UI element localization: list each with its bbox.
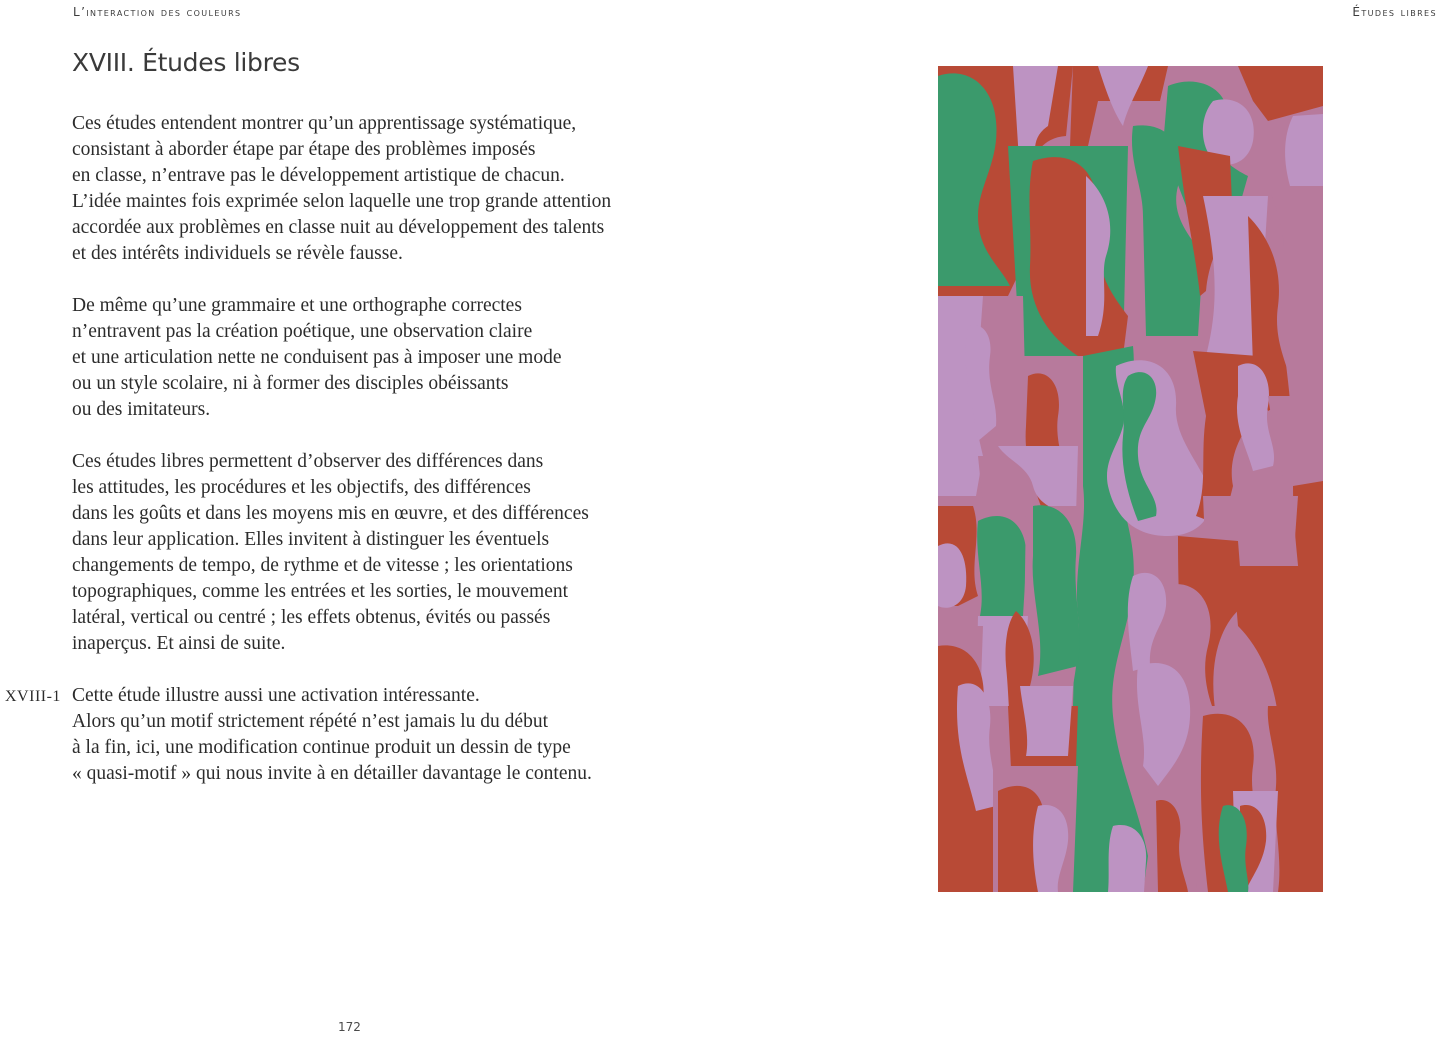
paragraph-1 (72, 111, 692, 267)
text-line: changements de tempo, de rythme et de vitesse ; les orientations (72, 555, 573, 576)
paragraph-3 (72, 449, 692, 657)
text-line: inaperçus. Et ainsi de suite. (72, 633, 286, 654)
text-line: les attitudes, les procédures et les objectifs, des différences (72, 477, 531, 498)
text-line: en classe, n’entrave pas le développement artistique de chacun. (72, 165, 565, 186)
text-line: ou des imitateurs. (72, 399, 211, 420)
paragraph-4 (5, 683, 692, 787)
text-line: « quasi-motif » qui nous invite à en détailler davantage le contenu. (72, 763, 592, 784)
text-line: dans leur application. Elles invitent à distinguer les éventuels (72, 529, 550, 550)
text-line: à la fin, ici, une modification continue produit un dessin de type (72, 737, 571, 758)
running-header-left: L’interaction des couleurs (73, 5, 242, 19)
text-line: Ces études entendent montrer qu’un apprentissage systématique, (72, 113, 577, 134)
text-line: ou un style scolaire, ni à former des disciples obéissants (72, 373, 509, 394)
text-line: Alors qu’un motif strictement répété n’est jamais lu du début (72, 711, 549, 732)
text-line: et une articulation nette ne conduisent pas à imposer une mode (72, 347, 562, 368)
paragraph-2 (72, 293, 692, 423)
artwork-shape (1020, 686, 1073, 756)
text-line: dans les goûts et dans les moyens mis en œuvre, et des différences (72, 503, 589, 524)
text-line: Cette étude illustre aussi une activation intéressante. (72, 685, 480, 706)
text-line: consistant à aborder étape par étape des problèmes imposés (72, 139, 536, 160)
text-line: n’entravent pas la création poétique, une observation claire (72, 321, 533, 342)
chapter-title: XVIII. Études libres (72, 48, 300, 77)
text-line: Ces études libres permettent d’observer des différences dans (72, 451, 544, 472)
text-line: latéral, vertical ou centré ; les effets obtenus, évités ou passés (72, 607, 551, 628)
figure-reference: XVIII-1 (5, 688, 61, 705)
text-line: topographiques, comme les entrées et les sorties, le mouvement (72, 581, 569, 602)
text-line: De même qu’une grammaire et une orthographe correctes (72, 295, 522, 316)
running-header-right: Études libres (1352, 5, 1437, 19)
text-line: et des intérêts individuels se révèle fausse. (72, 243, 403, 264)
artwork-shape (977, 516, 1026, 616)
color-study-plate (938, 66, 1323, 892)
text-line: L’idée maintes fois exprimée selon laquelle une trop grande attention (72, 191, 612, 212)
body-text (5, 111, 692, 813)
artwork-shape (1285, 114, 1323, 186)
color-study-artwork (938, 66, 1323, 892)
page-number: 172 (338, 1020, 361, 1034)
text-line: accordée aux problèmes en classe nuit au développement des talents (72, 217, 605, 238)
